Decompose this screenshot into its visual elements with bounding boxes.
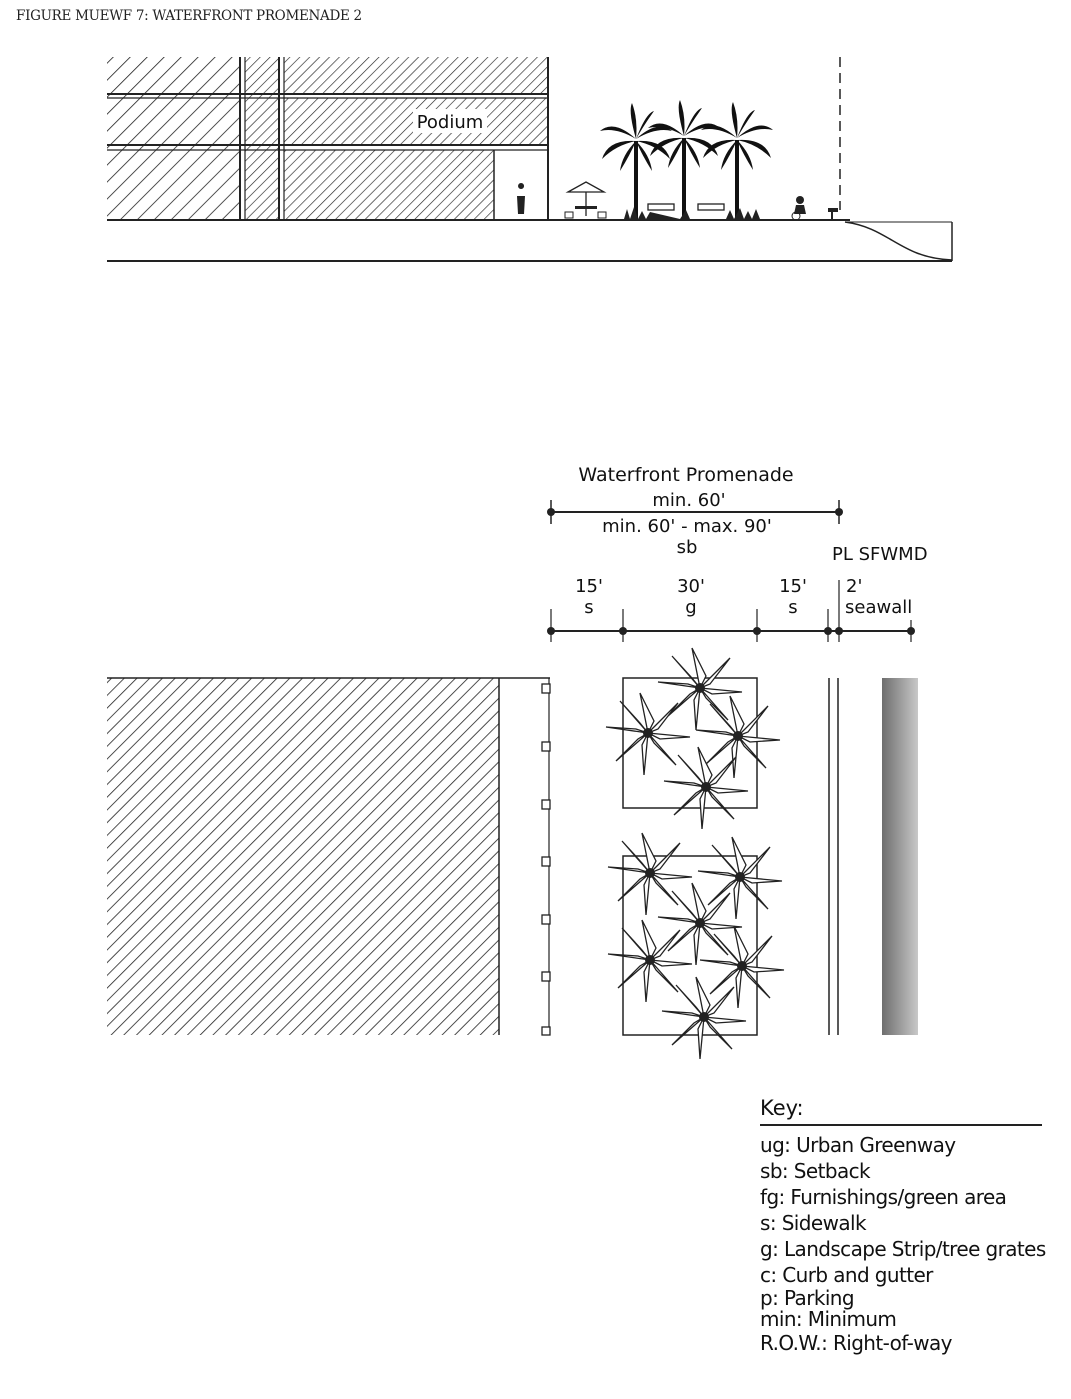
figure-title: FIGURE MUEWF 7: WATERFRONT PROMENADE 2 [16,8,362,24]
key-item: fg: Furnishings/green area [760,1185,1007,1209]
seawall-slope [845,222,952,260]
promenade-title: Waterfront Promenade [578,464,794,486]
segment-width: 2' [846,576,863,597]
segment-width: 15' [575,576,603,597]
key-item: min: Minimum [760,1307,897,1331]
building-footprint [107,678,499,1035]
setback-code: sb [676,537,698,558]
setback-range: min. 60' - max. 90' [602,516,772,537]
pedestrian-icon [517,183,525,214]
key-item: R.O.W.: Right-of-way [760,1331,952,1355]
shrubs [624,207,760,219]
segment-width: 15' [779,576,807,597]
podium-label: Podium [416,112,484,133]
key-legend [760,1096,1046,1356]
segment-code: s [788,597,798,618]
plan-view [107,464,928,1059]
segment-code: seawall [845,597,913,618]
segment-width: 30' [677,576,705,597]
key-item: c: Curb and gutter [760,1263,933,1287]
cyclist-icon [792,196,806,220]
property-line-label: PL SFWMD [832,544,928,565]
promenade-min: min. 60' [652,490,726,511]
segment-code: s [584,597,594,618]
podium-building [107,57,548,219]
key-item: g: Landscape Strip/tree grates [760,1237,1046,1261]
key-item: s: Sidewalk [760,1211,866,1235]
section-view [107,57,952,261]
bollard [828,208,838,212]
key-item: ug: Urban Greenway [760,1133,956,1157]
key-title: Key: [760,1096,1042,1126]
segment-code: g [685,597,697,618]
palm-tree-icon [600,100,773,219]
key-item: sb: Setback [760,1159,870,1183]
umbrella-table-icon [565,182,606,218]
key-item: p: Parking [760,1286,854,1310]
seawall [882,678,918,1035]
